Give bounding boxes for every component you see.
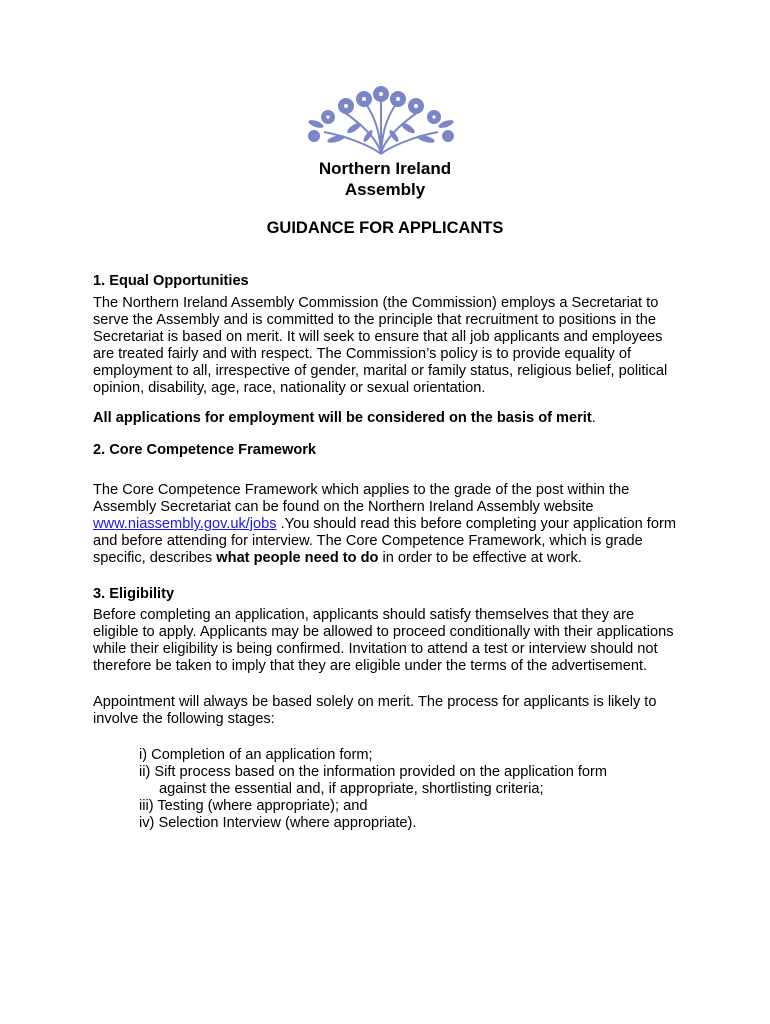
document-body	[93, 273, 683, 832]
merit-statement-end: .	[591, 410, 596, 426]
section-2-body-end: in order to be effective at work.	[378, 550, 582, 566]
section-3-body-2: Appointment will always be based solely on merit. The process for applicants is likely to involve the following stages:	[93, 694, 657, 727]
section-2-body	[93, 482, 683, 567]
page-title: GUIDANCE FOR APPLICANTS	[266, 219, 504, 237]
list-item: against the essential and, if appropriate, shortlisting criteria;	[159, 781, 544, 797]
section-2-bold: what people need to do	[216, 550, 379, 566]
merit-statement	[93, 410, 683, 427]
section-2-body-start: The Core Competence Framework which applies to the grade of the post within the Assembly Secretariat can be found on the Northern Ireland Assembly website	[93, 482, 630, 515]
section-3-heading: 3. Eligibility	[93, 586, 175, 602]
list-item: ii) Sift process based on the information provided on the application form	[139, 764, 608, 780]
list-item: iii) Testing (where appropriate); and	[139, 798, 368, 814]
merit-statement-bold: All applications for employment will be considered on the basis of merit	[93, 410, 592, 426]
section-3-body-1: Before completing an application, applicants should satisfy themselves that they are eligible to apply. Applicants may be allowed to proceed conditionally with their applications while their eligibility is being confirmed. Invitation to attend a test or interview should not therefore be taken to imply that they are eligible under the terms of the advertisement.	[93, 607, 674, 674]
org-name-line-2: Assembly	[344, 180, 426, 199]
organisation-name	[300, 158, 470, 200]
flax-flower-logo	[306, 84, 456, 156]
section-1-body: The Northern Ireland Assembly Commission (the Commission) employs a Secretariat to serve the Assembly and is committed to the principle that recruitment to positions in the Secretariat is based on merit. It will seek to ensure that all job applicants and employees are treated fairly and with respect. The Commission’s policy is to provide equality of employment to all, irrespective of gender, marital or family status, religious belief, political opinion, disability, age, race, nationality or sexual orientation.	[93, 295, 668, 396]
jobs-website-link[interactable]: www.niassembly.gov.uk/jobs	[93, 516, 277, 532]
org-name-line-1: Northern Ireland	[318, 159, 452, 178]
list-item: i) Completion of an application form;	[139, 747, 373, 763]
section-2-body-mid: .You should read this before completing your application form and before attending for interview. The Core Competence Framework, which is grade specific, describes	[93, 516, 676, 566]
stages-list	[93, 747, 683, 832]
section-1-heading: 1. Equal Opportunities	[93, 273, 249, 289]
section-2-heading: 2. Core Competence Framework	[93, 442, 317, 458]
list-item: iv) Selection Interview (where appropriate).	[139, 815, 417, 831]
